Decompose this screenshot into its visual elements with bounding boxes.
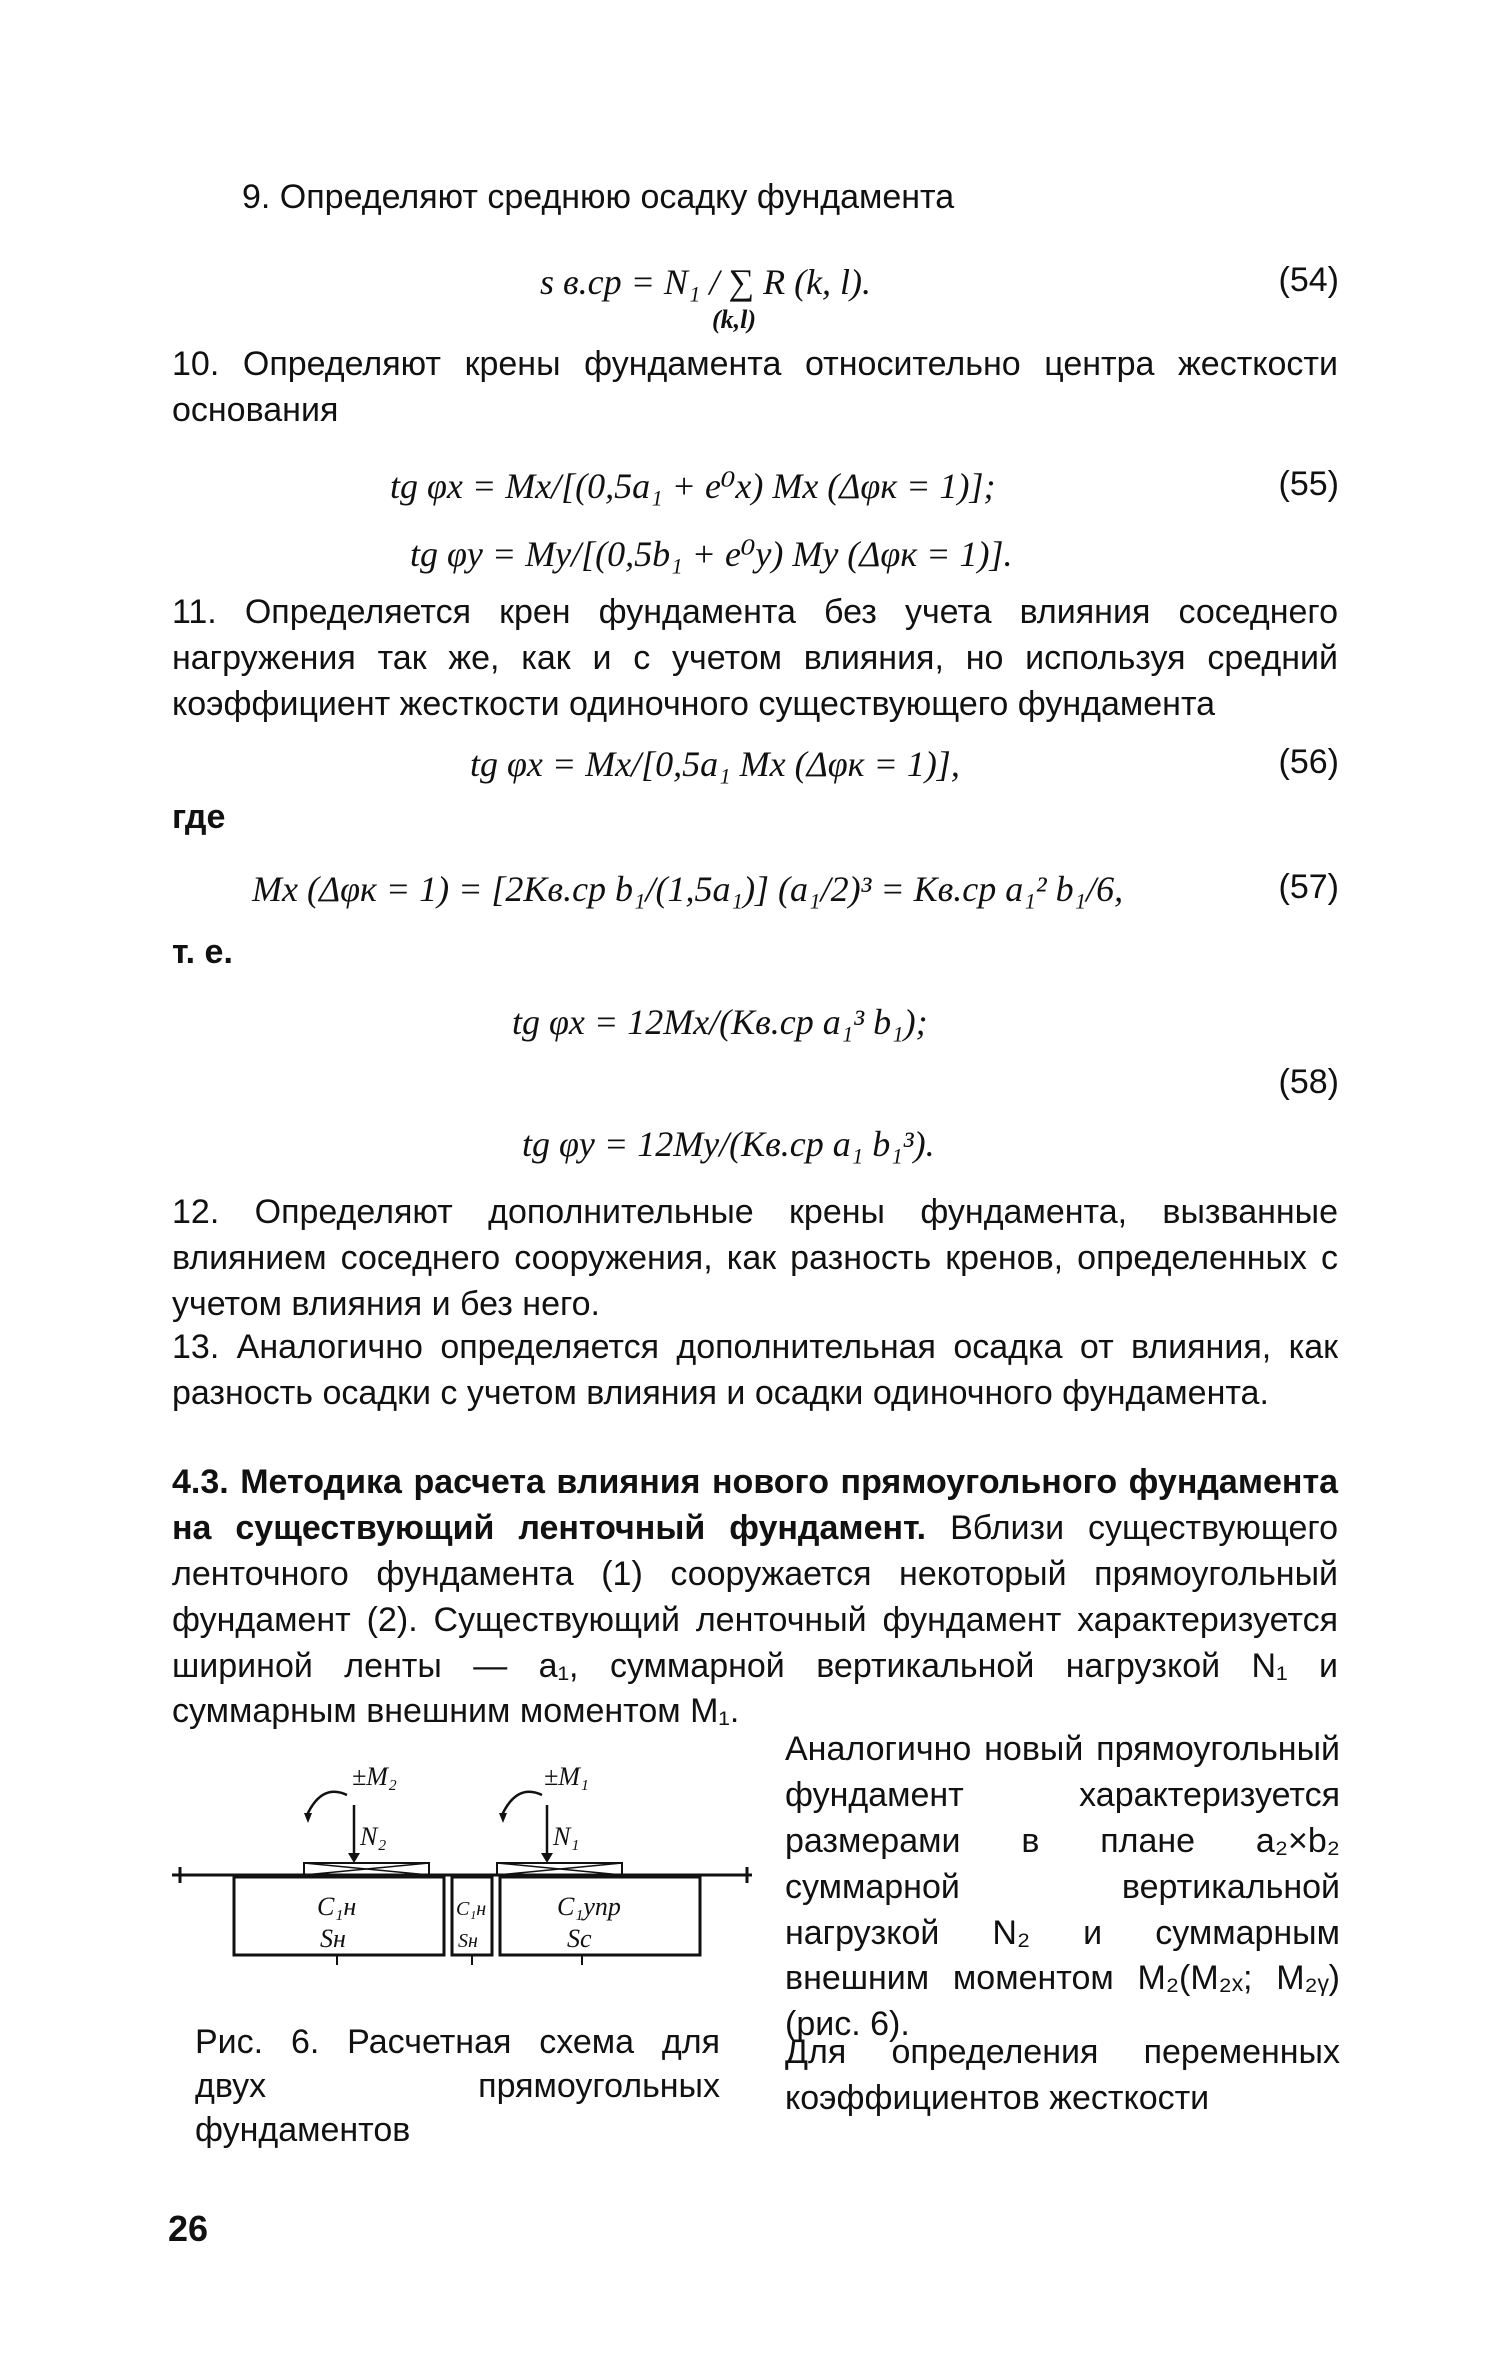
moment-arrow-1 bbox=[502, 1792, 542, 1815]
label-n1: N₁ bbox=[553, 1822, 580, 1851]
eq-number-56: (56) bbox=[1278, 743, 1339, 781]
equation-54-subscript: (k,l) bbox=[712, 305, 757, 334]
label-c1h-middle: C₁н bbox=[456, 1898, 487, 1920]
section-4-3 bbox=[172, 1460, 1338, 1735]
right-column-paragraph-2: Для определения переменных коэффициентов жесткости bbox=[785, 2033, 1340, 2117]
label-sh-middle: Sн bbox=[458, 1930, 478, 1952]
section-text: Вблизи существующего ленточного фундамента (1) сооружается некоторый прямоугольный фундамент (2). Существующий ленточный фундамент характеризуется шириной ленты — a₁, суммарной вертикальной нагрузкой N₁ и суммарным внешним моментом M₁. bbox=[172, 1508, 1338, 1731]
item-12: 12. Определяют дополнительные крены фундамента, вызванные влиянием соседнего сооружения, как разность кренов, определенных с учетом влияния и без него. bbox=[172, 1193, 1338, 1323]
item-11: 11. Определяется крен фундамента без учета влияния соседнего нагружения так же, как и с учетом влияния, но используя средний коэффициент жесткости одиночного существующего фундамента bbox=[172, 593, 1338, 723]
page-number: 26 bbox=[168, 2208, 209, 2249]
figure-6-caption: Рис. 6. Расчетная схема для двух прямоугольных фундаментов bbox=[195, 2023, 720, 2150]
label-te: т. е. bbox=[172, 933, 233, 971]
label-gde: где bbox=[172, 798, 226, 836]
equation-55b: tg φy = My/[(0,5b₁ + e⁰y) My (Δφк = 1)]. bbox=[410, 534, 1013, 574]
section-heading: 4.3. Методика расчета влияния нового прямоугольного фундамента на существующий ленточный фундамент. bbox=[172, 1463, 1338, 1547]
label-c1h-left: C₁н bbox=[317, 1892, 357, 1921]
label-sc: Sc bbox=[567, 1924, 592, 1953]
figure-6-diagram bbox=[172, 1755, 752, 2005]
equation-56: tg φx = Mx/[0,5a₁ Mx (Δφк = 1)], bbox=[470, 744, 960, 784]
eq-number-55: (55) bbox=[1278, 465, 1339, 503]
equation-54: s в.ср = N₁ / ∑ R (k, l). bbox=[540, 262, 872, 302]
label-m1: ±M₁ bbox=[544, 1762, 589, 1791]
label-c1ypr: C₁упр bbox=[557, 1892, 621, 1921]
eq-number-54: (54) bbox=[1278, 261, 1339, 299]
equation-58a: tg φx = 12Mx/(Kв.ср a₁³ b₁); bbox=[512, 1002, 928, 1042]
moment-arrow-2 bbox=[307, 1792, 347, 1815]
eq-number-58: (58) bbox=[1278, 1063, 1339, 1101]
eq-number-57: (57) bbox=[1278, 868, 1339, 906]
label-n2: N₂ bbox=[360, 1822, 387, 1851]
item-10: 10. Определяют крены фундамента относительно центра жесткости основания bbox=[172, 345, 1338, 429]
item-9: 9. Определяют среднюю осадку фундамента bbox=[242, 178, 955, 216]
right-column-paragraph-1: Аналогично новый прямоугольный фундамент характеризуется размерами в плане a₂×b₂ суммарной вертикальной нагрузкой N₂ и суммарным внешним моментом M₂(M₂ₓ; M₂ᵧ) (рис. 6). bbox=[785, 1730, 1340, 2044]
equation-57: Mx (Δφк = 1) = [2Kв.ср b₁/(1,5a₁)] (a₁/2)³ = Kв.ср a₁² b₁/6, bbox=[252, 869, 1124, 909]
equation-55a: tg φx = Mx/[(0,5a₁ + e⁰x) Mx (Δφк = 1)]; bbox=[390, 466, 996, 506]
label-sh-left: Sн bbox=[320, 1924, 346, 1953]
item-13: 13. Аналогично определяется дополнительная осадка от влияния, как разность осадки с учетом влияния и осадки одиночного фундамента. bbox=[172, 1328, 1338, 1412]
label-m2: ±M₂ bbox=[352, 1762, 397, 1791]
equation-58b: tg φy = 12My/(Kв.ср a₁ b₁³). bbox=[522, 1124, 935, 1164]
